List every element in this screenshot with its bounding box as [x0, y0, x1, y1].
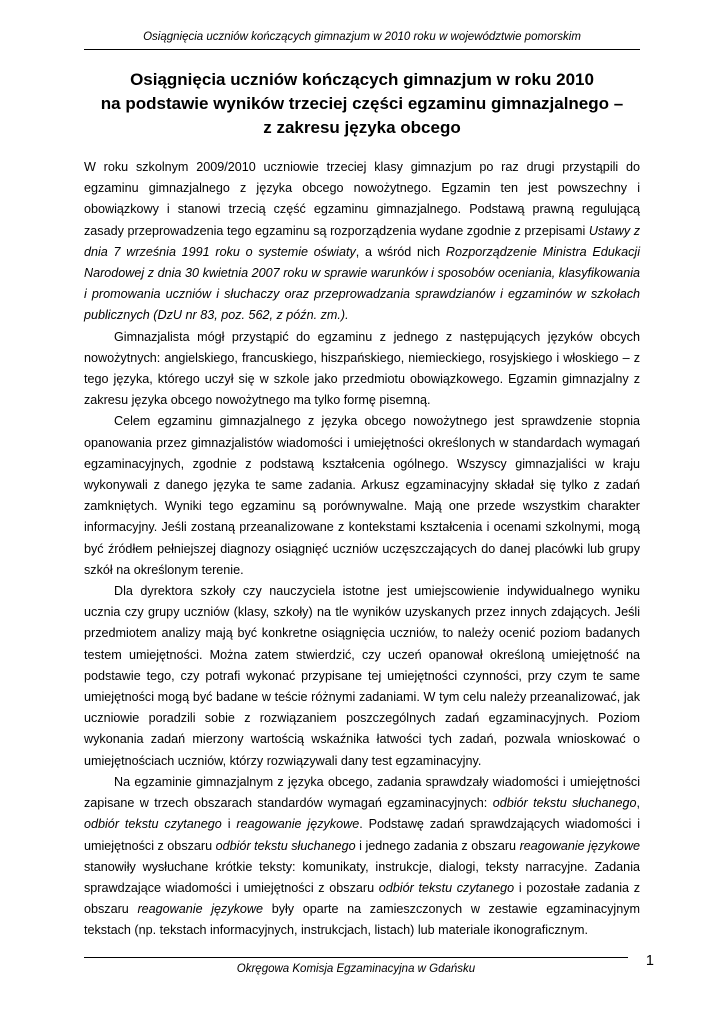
- footer-org-name: Okręgowa Komisja Egzaminacyjna w Gdańsku: [236, 963, 476, 975]
- document-title: [84, 68, 640, 140]
- text-run-italic: reagowanie językowe: [236, 817, 360, 832]
- text-run: i: [221, 817, 237, 832]
- text-run: Celem egzaminu gimnazjalnego z języka obcego nowożytnego jest sprawdzenie stopnia opanowania przez gimnazjalistów wiadomości i umiejętności określonych w standardach wymagań egzaminacyjnych, zgodnie z podstawą kształcenia ogólnego. Wszyscy gimnazjaliści w kraju wykonywali z danego języka te same zadania. Arkusz egzaminacyjny składał się tylko z zadań zamkniętych. Wyniki tego egzaminu są porównywalne. Mają one przede wszystkim charakter informacyjny. Jeśli zostaną przeanalizowane z kontekstami kształcenia i ocenami szkolnymi, mogą być źródłem pełniejszej diagnozy osiągnięć uczniów uczęszczających do danej placówki lub grupy szkół na określonym terenie.: [84, 414, 640, 577]
- paragraph: [84, 157, 640, 327]
- document-body: [84, 157, 640, 942]
- text-run: Gimnazjalista mógł przystąpić do egzaminu z jednego z następujących języków obcych nowożytnych: angielskiego, francuskiego, hiszpańskiego, niemieckiego, rosyjskiego i włoskiego – z tego języka, którego uczył się w szkole jako przedmiotu obowiązkowego. Egzamin gimnazjalny z zakresu języka obcego nowożytnego ma tylko formę pisemną.: [84, 329, 640, 408]
- page-footer: [84, 953, 654, 976]
- text-run-italic: reagowanie językowe: [137, 902, 264, 917]
- title-line: na podstawie wyników trzeciej części egzaminu gimnazjalnego –: [100, 94, 624, 113]
- text-run-italic: odbiór tekstu słuchanego: [492, 796, 637, 811]
- text-run: Dla dyrektora szkoły czy nauczyciela istotne jest umiejscowienie indywidualnego wyniku ucznia czy grupy uczniów (klasy, szkoły) na tle wyników uzyskanych przez innych zdających. Jeśli przedmiotem analizy mają być konkretne osiągnięcia uczniów, to należy ocenić poziom badanych testem umiejętności. Można zatem stwierdzić, czy uczeń opanował określoną umiejętność na podstawie tego, czy potrafi wykonać przypisane tej umiejętności czynności, przy czym te same umiejętności mogą być badane w teście różnymi zadaniami. W tym celu należy przeanalizować, jak uczniowie poradzili sobie z rozwiązaniem poszczególnych zadań egzaminacyjnych. Poziom wykonania zadań mierzony wartością wskaźnika łatwości tych zadań, pozwala wnioskować o umiejętnościach uczniów, którzy rozwiązywali dany test egzaminacyjny.: [84, 584, 640, 768]
- text-run: Na egzaminie gimnazjalnym z języka obcego, zadania sprawdzały wiadomości i umiejętności zapisane w trzech obszarach standardów wymagań egzaminacyjnych:: [84, 774, 640, 811]
- text-run: W roku szkolnym 2009/2010 uczniowie trzeciej klasy gimnazjum po raz drugi przystąpili do egzaminu gimnazjalnego z języka obcego nowożytnego. Egzamin ten jest powszechny i obowiązkowy i stanowi trzecią część egzaminu gimnazjalnego. Podstawą prawną regulującą zasady przeprowadzenia tego egzaminu są rozporządzenia wydane zgodnie z przepisami: [84, 160, 640, 238]
- title-line: Osiągnięcia uczniów kończących gimnazjum w roku 2010: [130, 70, 594, 89]
- text-run-italic: odbiór tekstu czytanego: [378, 880, 515, 895]
- text-run-italic: Ustawy z dnia 7 września 1991 roku o systemie oświaty: [84, 223, 640, 259]
- text-run-italic: (DzU nr 83, poz. 562, z późn. zm.).: [149, 308, 349, 323]
- paragraph: [84, 772, 640, 942]
- text-run-italic: Rozporządzenie Ministra Edukacji Narodowej z dnia 30 kwietnia 2007 roku w sprawie warunków i sposobów oceniania, klasyfikowania i promowania uczniów i słuchaczy oraz przeprowadzania sprawdzianów i egzaminów w szkołach publicznych: [84, 244, 640, 323]
- text-run: i jednego zadania z obszaru: [355, 838, 520, 853]
- text-run: . Podstawę zadań sprawdzających wiadomości i umiejętności z obszaru: [84, 817, 640, 853]
- title-line: z zakresu języka obcego: [263, 118, 461, 137]
- text-run: stanowiły wysłuchane krótkie teksty: komunikaty, instrukcje, dialogi, teksty narracyjne. Zadania sprawdzające wiadomości i umiejętności z obszaru: [84, 859, 640, 895]
- page-number: 1: [645, 953, 654, 969]
- paragraph: [84, 327, 640, 412]
- footer-rule-and-org: [84, 957, 628, 976]
- text-run: , a wśród nich: [355, 244, 446, 259]
- text-run: były oparte na zamieszczonych w zestawie egzaminacyjnym tekstach (np. tekstach informacyjnych, instrukcjach, listach) lub materiale ikonograficznym.: [84, 902, 641, 938]
- text-run-italic: reagowanie językowe: [519, 838, 640, 853]
- text-run: ,: [636, 796, 640, 811]
- running-header: Osiągnięcia uczniów kończących gimnazjum w 2010 roku w województwie pomorskim: [84, 30, 640, 50]
- paragraph: [84, 411, 640, 581]
- text-run-italic: odbiór tekstu czytanego: [84, 817, 222, 832]
- text-run-italic: odbiór tekstu słuchanego: [215, 838, 356, 853]
- paragraph: [84, 581, 640, 772]
- text-run: i pozostałe zadania z obszaru: [84, 880, 641, 917]
